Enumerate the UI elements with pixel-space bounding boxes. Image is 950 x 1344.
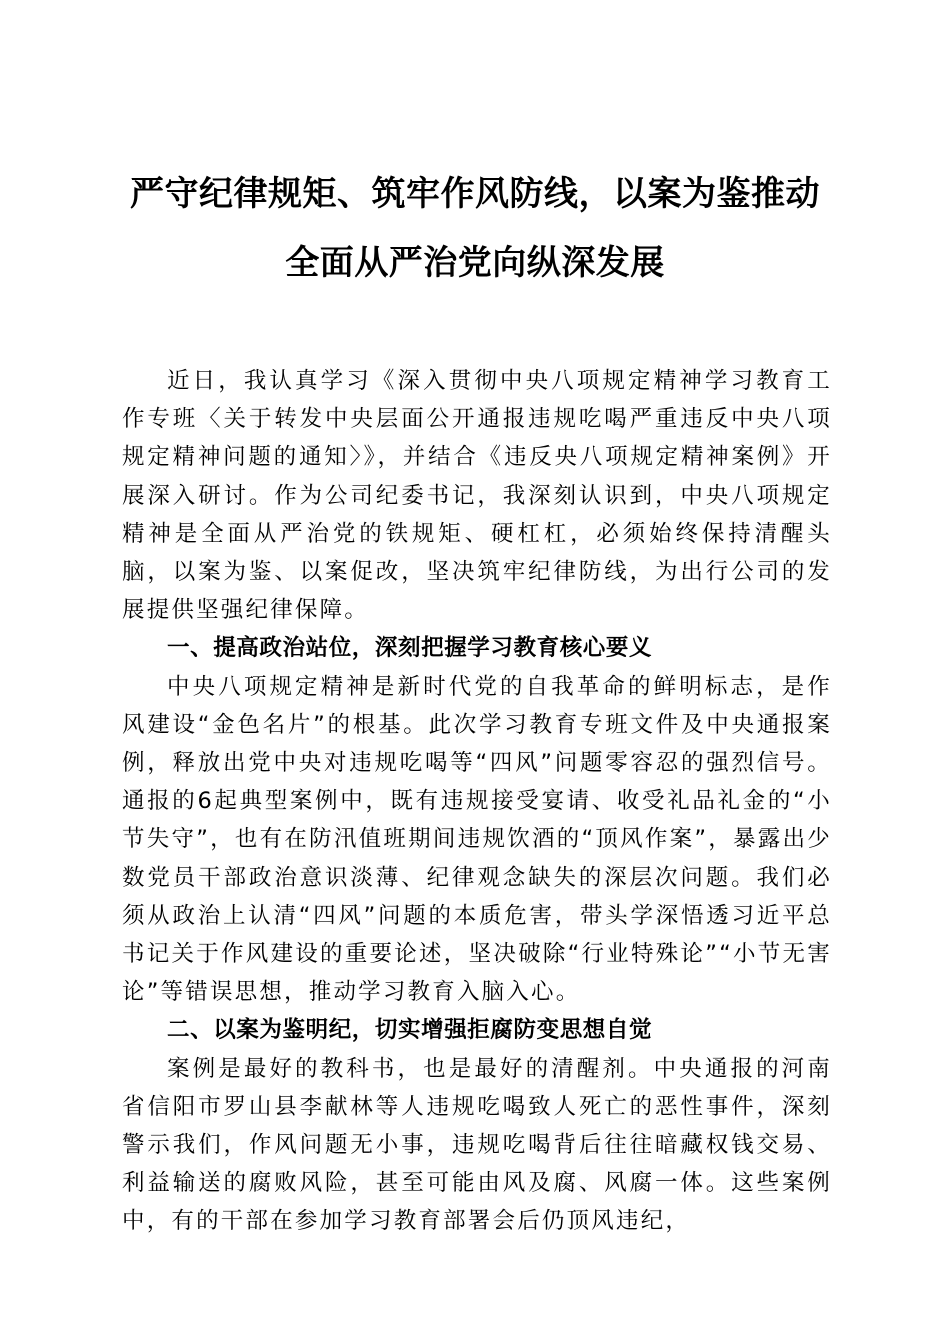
document-title-line-2: 全面从严治党向纵深发展 bbox=[285, 243, 665, 283]
section-paragraph-1: 中央八项规定精神是新时代党的自我革命的鲜明标志，是作风建设“金色名片”的根基。此次学习教育专班文件及中央通报案例，释放出党中央对违规吃喝等“四风”问题零容忍的强烈信号。通报的6起典型案例中，既有违规接受宴请、收受礼品礼金的“小节失守”，也有在防汛值班期间违规饮酒的“顶风作案”，暴露出少数党员干部政治意识淡薄、纪律观念缺失的深层次问题。我们必须从政治上认清“四风”问题的本质危害，带头学深悟透习近平总书记关于作风建设的重要论述，坚决破除“行业特殊论”“小节无害论”等错误思想，推动学习教育入脑入心。 bbox=[122, 673, 832, 1006]
section-paragraph-2: 案例是最好的教科书，也是最好的清醒剂。中央通报的河南省信阳市罗山县李献林等人违规吃喝致人死亡的恶性事件，深刻警示我们，作风问题无小事，违规吃喝背后往往暗藏权钱交易、利益输送的腐败风险，甚至可能由风及腐、风腐一体。这些案例中，有的干部在参加学习教育部署会后仍顶风违纪， bbox=[122, 1055, 832, 1235]
section-heading-1: 一、提高政治站位，深刻把握学习教育核心要义 bbox=[167, 635, 653, 662]
intro-paragraph: 近日，我认真学习《深入贯彻中央八项规定精神学习教育工作专班〈关于转发中央层面公开通报违规吃喝严重违反中央八项规定精神问题的通知〉》，并结合《违反央八项规定精神案例》开展深入研讨。作为公司纪委书记，我深刻认识到，中央八项规定精神是全面从严治党的铁规矩、硬杠杠，必须始终保持清醒头脑，以案为鉴、以案促改，坚决筑牢纪律防线，为出行公司的发展提供坚强纪律保障。 bbox=[122, 368, 832, 624]
document-title-line-1: 严守纪律规矩、筑牢作风防线，以案为鉴推动 bbox=[130, 174, 820, 214]
section-heading-2: 二、以案为鉴明纪，切实增强拒腐防变思想自觉 bbox=[167, 1017, 653, 1044]
document-body bbox=[122, 362, 832, 1241]
